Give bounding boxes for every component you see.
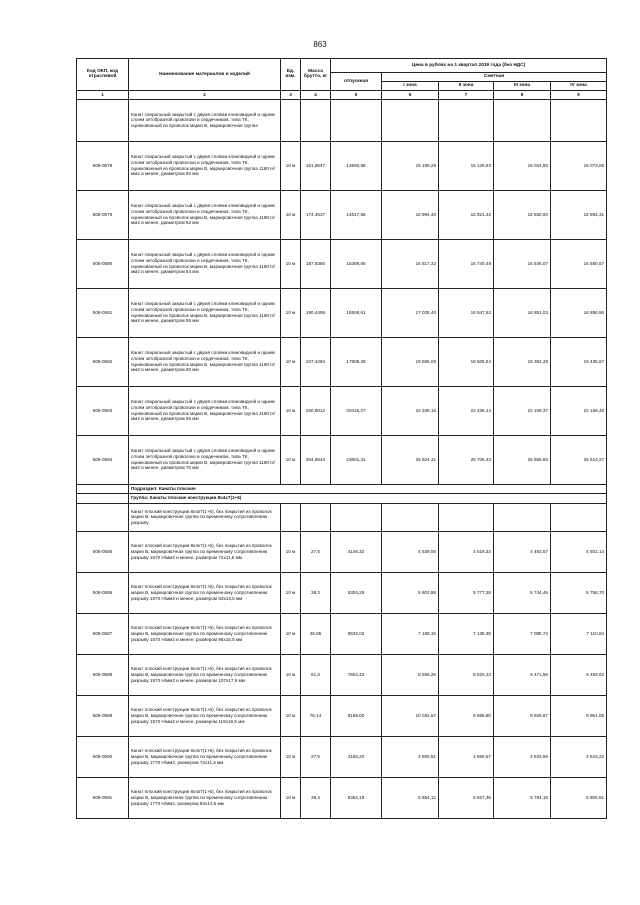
price-zone3: 5 744,46 — [494, 572, 551, 613]
item-code: 508-0581 — [77, 288, 129, 337]
subsection-title-row — [77, 484, 607, 493]
item-mass: 27,5 — [301, 531, 331, 572]
item-code: 508-0584 — [77, 435, 129, 484]
table-row — [77, 777, 607, 818]
price-zone1: 4 580,51 — [382, 736, 439, 777]
price-zone2: 25 706,33 — [439, 435, 494, 484]
price-release: 5304,29 — [331, 572, 382, 613]
item-mass: 61,8 — [301, 654, 331, 695]
item-code: 508-0580 — [77, 239, 129, 288]
header-estimate: Сметная — [382, 73, 607, 82]
blank-cell — [494, 503, 551, 531]
price-release: 13590,88 — [331, 141, 382, 190]
item-mass: 304,8643 — [301, 435, 331, 484]
table-row — [77, 190, 607, 239]
item-code: 508-0586 — [77, 572, 129, 613]
table-row — [77, 736, 607, 777]
item-description: Канат спиральный закрытый с двумя слоями клиновидной и одним слоем зетобразной проволоки и сердечником, типа ТК, оцинкованный из проволок марки В, маркировочная группа 1180 Н/мм2 и менее, диаметром 55 мм — [129, 288, 281, 337]
table-row — [77, 435, 607, 484]
col-number: 6 — [382, 90, 439, 99]
price-release: 7822,43 — [331, 654, 382, 695]
price-zone3: 16 645,07 — [494, 239, 551, 288]
item-description: Канат плоский конструкции 8х4х7(1+6), без покрытия из проволок марки В, маркировочная группа по временному сопротивлению разрыву 1770 Н/мм2, размером 83х13,5 мм — [129, 777, 281, 818]
table-row — [77, 239, 607, 288]
price-zone4: 19 435,67 — [551, 337, 607, 386]
price-zone1: 15 199,29 — [382, 141, 439, 190]
item-description: Канат спиральный закрытый с двумя слоями клиновидной и одним слоем зетобразной проволоки и сердечником, типа ТК, оцинкованный из проволок марки В, маркировочная группа 1180 Н/мм2 и менее, диаметром 54 мм — [129, 239, 281, 288]
price-zone1: 8 559,25 — [382, 654, 439, 695]
price-zone3: 4 533,59 — [494, 736, 551, 777]
price-zone4: 4 502,14 — [551, 531, 607, 572]
price-zone4: 5 756,70 — [551, 572, 607, 613]
item-code: 508-0590 — [77, 736, 129, 777]
item-mass: 38,3 — [301, 572, 331, 613]
blank-cell — [331, 503, 382, 531]
group-header-flat: Канат плоский конструкции 8х4х7(1+6), без покрытия из проволок марки В, маркировочная группа по временному сопротивлению разрыву — [129, 503, 281, 531]
price-table — [76, 58, 607, 819]
header-unit: Ед. изм. — [281, 59, 301, 91]
item-description: Канат плоский конструкции 8х4х7(1+6), без покрытия из проволок марки В, маркировочная группа по временному сопротивлению разрыву 1570 Н/мм2 и менее, размером 72х11,5 мм — [129, 531, 281, 572]
page-number: 863 — [313, 40, 327, 49]
item-mass: 48,95 — [301, 613, 331, 654]
item-description: Канат плоский конструкции 8х4х7(1+6), без покрытия из проволок марки В, маркировочная группа по временному сопротивлению разрыву 1570 Н/мм2 и менее, размером 107х17,5 мм — [129, 654, 281, 695]
item-unit: 10 м — [281, 613, 301, 654]
table-row — [77, 654, 607, 695]
price-zone2: 5 777,38 — [439, 572, 494, 613]
table-row — [77, 613, 607, 654]
item-unit: 10 м — [281, 386, 301, 435]
price-zone4: 15 864,31 — [551, 190, 607, 239]
table-row — [77, 337, 607, 386]
header-zone2: II зона — [439, 82, 494, 91]
price-release: 4146,32 — [331, 531, 382, 572]
item-mass: 187,9380 — [301, 239, 331, 288]
col-number: 1 — [77, 90, 129, 99]
item-description: Канат плоский конструкции 8х4х7(1+6), без покрытия из проволок марки В, маркировочная группа по временному сопротивлению разрыву 1570 Н/мм2 и менее, размером 83х13,5 мм — [129, 572, 281, 613]
price-release: 17909,28 — [331, 337, 382, 386]
item-code: 508-0578 — [77, 141, 129, 190]
item-code: 508-0585 — [77, 531, 129, 572]
price-zone1: 7 169,15 — [382, 613, 439, 654]
item-mass: 174,4637 — [301, 190, 331, 239]
item-unit: 10 м — [281, 777, 301, 818]
price-zone3: 9 929,87 — [494, 695, 551, 736]
group-title-row — [77, 493, 607, 503]
price-zone1: 22 338,16 — [382, 386, 439, 435]
table-row — [77, 288, 607, 337]
header-name: Наименование материалов и изделий — [129, 59, 281, 91]
item-description: Канат спиральный закрытый с двумя слоями клиновидной и одним слоем зетобразной проволоки и сердечником, типа ТК, оцинкованный из проволок марки В, маркировочная группа 1180 Н/мм2 и менее, диаметром 65 мм — [129, 386, 281, 435]
table-row — [77, 695, 607, 736]
item-code: 508-0588 — [77, 654, 129, 695]
header-mass: Масса брутто, кг — [301, 59, 331, 91]
item-description: Канат плоский конструкции 8х4х7(1+6), без покрытия из проволок марки В, маркировочная группа по временному сопротивлению разрыву 1570 Н/мм2 и менее, размером 119х19,5 мм — [129, 695, 281, 736]
blank-cell — [551, 503, 607, 531]
group-header-row — [77, 503, 607, 531]
price-zone2: 8 520,13 — [439, 654, 494, 695]
price-zone3: 7 095,74 — [494, 613, 551, 654]
price-zone1: 15 994,40 — [382, 190, 439, 239]
table-row — [77, 531, 607, 572]
item-mass: 260,9012 — [301, 386, 331, 435]
price-zone1: 16 817,32 — [382, 239, 439, 288]
table-row — [77, 572, 607, 613]
price-zone3: 25 559,80 — [494, 435, 551, 484]
item-code: 508-0587 — [77, 613, 129, 654]
col-number: 5 — [331, 90, 382, 99]
price-zone4: 7 110,84 — [551, 613, 607, 654]
price-zone4: 9 951,05 — [551, 695, 607, 736]
header-zone3: III зона — [494, 82, 551, 91]
price-zone2: 5 827,36 — [439, 777, 494, 818]
header-zone4: IV зона — [551, 82, 607, 91]
col-number: 9 — [551, 90, 607, 99]
price-zone2: 4 559,57 — [439, 736, 494, 777]
price-zone3: 22 109,37 — [494, 386, 551, 435]
item-mass: 27,5 — [301, 736, 331, 777]
price-release: 14617,58 — [331, 190, 382, 239]
blank-cell — [77, 493, 129, 503]
header-price-title: Цена в рублях на 1 квартал 2019 года (без НДС) — [331, 59, 607, 73]
blank-cell — [77, 484, 129, 493]
item-unit: 10 м — [281, 435, 301, 484]
price-release: 23601,31 — [331, 435, 382, 484]
price-zone4: 5 806,51 — [551, 777, 607, 818]
item-unit: 10 м — [281, 736, 301, 777]
price-zone2: 7 136,38 — [439, 613, 494, 654]
price-zone1: 19 595,06 — [382, 337, 439, 386]
item-unit: 10 м — [281, 288, 301, 337]
price-zone1: 5 803,89 — [382, 572, 439, 613]
price-zone4: 4 543,22 — [551, 736, 607, 777]
price-zone1: 10 032,67 — [382, 695, 439, 736]
group-title: Группа: Канаты плоские конструкции 8х4х7(1+6) — [129, 493, 607, 503]
blank-cell — [77, 503, 129, 531]
item-description: Канат спиральный закрытый с двумя слоями клиновидной и одним слоем зетобразной проволоки и сердечником, типа ТК, оцинкованный из проволок марки В, маркировочная группа 1180 Н/мм2 и менее, диаметром 70 мм — [129, 435, 281, 484]
price-zone2: 4 518,33 — [439, 531, 494, 572]
price-zone4: 15 073,05 — [551, 141, 607, 190]
item-unit: 10 м — [281, 695, 301, 736]
item-unit: 10 м — [281, 239, 301, 288]
item-description: Канат спиральный закрытый с двумя слоями клиновидной и одним слоем зетобразной проволоки и сердечником, типа ТК, оцинкованный из проволок марки В, маркировочная группа 1180 Н/мм2 и менее, диаметром 50 мм — [129, 141, 281, 190]
price-zone2: 22 236,14 — [439, 386, 494, 435]
item-mass: 76,14 — [301, 695, 331, 736]
table-row — [77, 141, 607, 190]
price-release: 15559,61 — [331, 288, 382, 337]
price-release: 6532,02 — [331, 613, 382, 654]
item-unit: 10 м — [281, 531, 301, 572]
price-zone3: 15 830,60 — [494, 190, 551, 239]
item-code: 508-0579 — [77, 190, 129, 239]
item-unit: 10 м — [281, 141, 301, 190]
price-zone2: 9 986,80 — [439, 695, 494, 736]
item-mass: 161,9547 — [301, 141, 331, 190]
item-unit: 10 м — [281, 337, 301, 386]
price-zone2: 16 740,49 — [439, 239, 494, 288]
col-number: 8 — [494, 90, 551, 99]
item-mass: 190,4495 — [301, 288, 331, 337]
price-release: 4186,20 — [331, 736, 382, 777]
price-zone2: 15 126,83 — [439, 141, 494, 190]
col-number: 4 — [301, 90, 331, 99]
item-code: 508-0589 — [77, 695, 129, 736]
item-description: Канат плоский конструкции 8х4х7(1+6), без покрытия из проволок марки В, маркировочная группа по временному сопротивлению разрыву 1570 Н/мм2 и менее, размером 95х15,5 мм — [129, 613, 281, 654]
subsection-title: Подраздел: Канаты плоские — [129, 484, 607, 493]
price-zone1: 17 025,40 — [382, 288, 439, 337]
item-unit: 10 м — [281, 654, 301, 695]
col-number: 2 — [129, 90, 281, 99]
item-code: 508-0583 — [77, 386, 129, 435]
price-zone2: 19 505,54 — [439, 337, 494, 386]
price-zone2: 16 947,62 — [439, 288, 494, 337]
price-zone4: 16 886,90 — [551, 288, 607, 337]
price-zone3: 15 043,80 — [494, 141, 551, 190]
price-release: 20415,27 — [331, 386, 382, 435]
price-zone3: 5 794,15 — [494, 777, 551, 818]
price-zone2: 15 921,32 — [439, 190, 494, 239]
price-zone4: 8 489,62 — [551, 654, 607, 695]
header-release: отпускная — [331, 73, 382, 91]
header-code: Код ОКП, код отраслевой — [77, 59, 129, 91]
table-row — [77, 386, 607, 435]
item-code: 508-0582 — [77, 337, 129, 386]
col-number: 3 — [281, 90, 301, 99]
header-zone1: I зона — [382, 82, 439, 91]
price-zone3: 16 851,03 — [494, 288, 551, 337]
blank-cell — [439, 503, 494, 531]
price-release: 9169,00 — [331, 695, 382, 736]
group-header-rope: Канат спиральный закрытый с двумя слоями клиновидной и одним слоем зетобразной проволоки и сердечником, типа ТК, оцинкованный из проволок марки В, маркировочная группа — [129, 99, 281, 141]
blank-cell — [281, 503, 301, 531]
item-mass: 227,4284 — [301, 337, 331, 386]
item-unit: 10 м — [281, 190, 301, 239]
item-description: Канат спиральный закрытый с двумя слоями клиновидной и одним слоем зетобразной проволоки и сердечником, типа ТК, оцинкованный из проволок марки В, маркировочная группа 1180 Н/мм2 и менее, диаметром 60 мм — [129, 337, 281, 386]
price-zone3: 19 394,35 — [494, 337, 551, 386]
price-zone4: 16 680,57 — [551, 239, 607, 288]
item-mass: 38,3 — [301, 777, 331, 818]
price-zone4: 25 614,27 — [551, 435, 607, 484]
price-zone4: 22 156,46 — [551, 386, 607, 435]
blank-cell — [301, 503, 331, 531]
price-zone1: 4 539,06 — [382, 531, 439, 572]
price-release: 5352,19 — [331, 777, 382, 818]
item-code: 508-0591 — [77, 777, 129, 818]
item-description: Канат спиральный закрытый с двумя слоями клиновидной и одним слоем зетобразной проволоки и сердечником, типа ТК, оцинкованный из проволок марки В, маркировочная группа 1180 Н/мм2 и менее, диаметром 52 мм — [129, 190, 281, 239]
col-number: 7 — [439, 90, 494, 99]
price-zone3: 8 471,56 — [494, 654, 551, 695]
price-zone1: 5 854,12 — [382, 777, 439, 818]
blank-cell — [382, 503, 439, 531]
price-zone1: 25 824,31 — [382, 435, 439, 484]
price-release: 15369,66 — [331, 239, 382, 288]
price-zone3: 4 492,57 — [494, 531, 551, 572]
item-unit: 10 м — [281, 572, 301, 613]
item-description: Канат плоский конструкции 8х4х7(1+6), без покрытия из проволок марки В, маркировочная группа по временному сопротивлению разрыву 1770 Н/мм2, размером 72х11,5 мм — [129, 736, 281, 777]
